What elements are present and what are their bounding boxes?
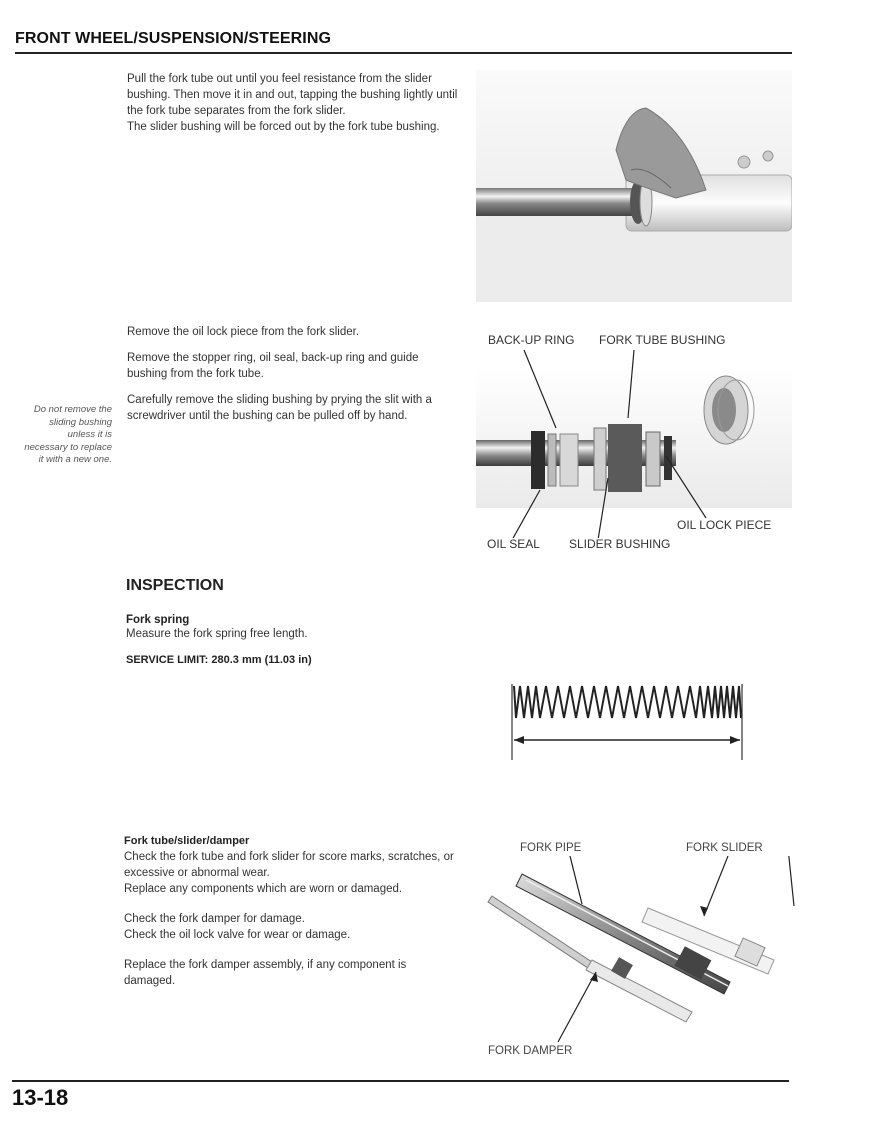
removal-paragraph-1: Pull the fork tube out until you feel resistance from the slider bushing. Then move it in and out, tapping the bushing lightly until the fork tube separates from the fork slider. <box>127 73 458 117</box>
page-number: 13-18 <box>12 1085 69 1110</box>
removal-block-2 <box>127 324 459 424</box>
label-oil-lock-piece: OIL LOCK PIECE <box>677 518 772 532</box>
bushing-components-photo <box>476 348 792 538</box>
fork-spring-heading: Fork spring <box>126 614 190 626</box>
fork-spring-diagram <box>506 678 750 762</box>
fork-tube-paragraph-5: Replace the fork damper assembly, if any component is damaged. <box>124 959 407 987</box>
footer-divider <box>12 1080 789 1082</box>
removal-paragraph-2: The slider bushing will be forced out by the fork tube bushing. <box>127 121 440 133</box>
fork-tube-block <box>124 833 456 989</box>
section-heading-inspection: INSPECTION <box>126 577 224 594</box>
fork-spring-block <box>126 614 466 666</box>
label-slider-bushing: SLIDER BUSHING <box>569 537 671 551</box>
label-fork-pipe: FORK PIPE <box>520 842 582 854</box>
header-divider <box>15 52 792 54</box>
removal-block-1 <box>127 71 459 135</box>
label-oil-seal: OIL SEAL <box>487 537 540 551</box>
label-fork-slider: FORK SLIDER <box>686 842 763 854</box>
service-limit: SERVICE LIMIT: 280.3 mm (11.03 in) <box>126 654 312 666</box>
label-fork-tube-bushing: FORK TUBE BUSHING <box>599 333 726 347</box>
fork-tube-paragraph-3: Check the fork damper for damage. <box>124 913 305 925</box>
side-note: Do not remove the sliding bushing unless it is necessary to replace it with a new one. <box>24 404 112 465</box>
page-header-title: FRONT WHEEL/SUSPENSION/STEERING <box>15 30 332 47</box>
fork-tube-paragraph-2: Replace any components which are worn or damaged. <box>124 883 403 895</box>
fork-parts-photo <box>478 856 796 1042</box>
fork-tube-paragraph-1: Check the fork tube and fork slider for score marks, scratches, or excessive or abnormal wear. <box>124 851 454 879</box>
fork-tube-heading: Fork tube/slider/damper <box>124 835 250 847</box>
fork-spring-text: Measure the fork spring free length. <box>126 628 308 640</box>
removal-paragraph-4: Remove the stopper ring, oil seal, back-up ring and guide bushing from the fork tube. <box>127 352 419 380</box>
removal-paragraph-5: Carefully remove the sliding bushing by prying the slit with a screwdriver until the bushing can be pulled off by hand. <box>127 394 432 422</box>
removal-paragraph-3: Remove the oil lock piece from the fork slider. <box>127 326 360 338</box>
label-fork-damper: FORK DAMPER <box>488 1045 573 1057</box>
fork-tube-removal-photo <box>476 70 792 302</box>
fork-tube-paragraph-4: Check the oil lock valve for wear or damage. <box>124 929 351 941</box>
label-back-up-ring: BACK-UP RING <box>488 333 575 347</box>
